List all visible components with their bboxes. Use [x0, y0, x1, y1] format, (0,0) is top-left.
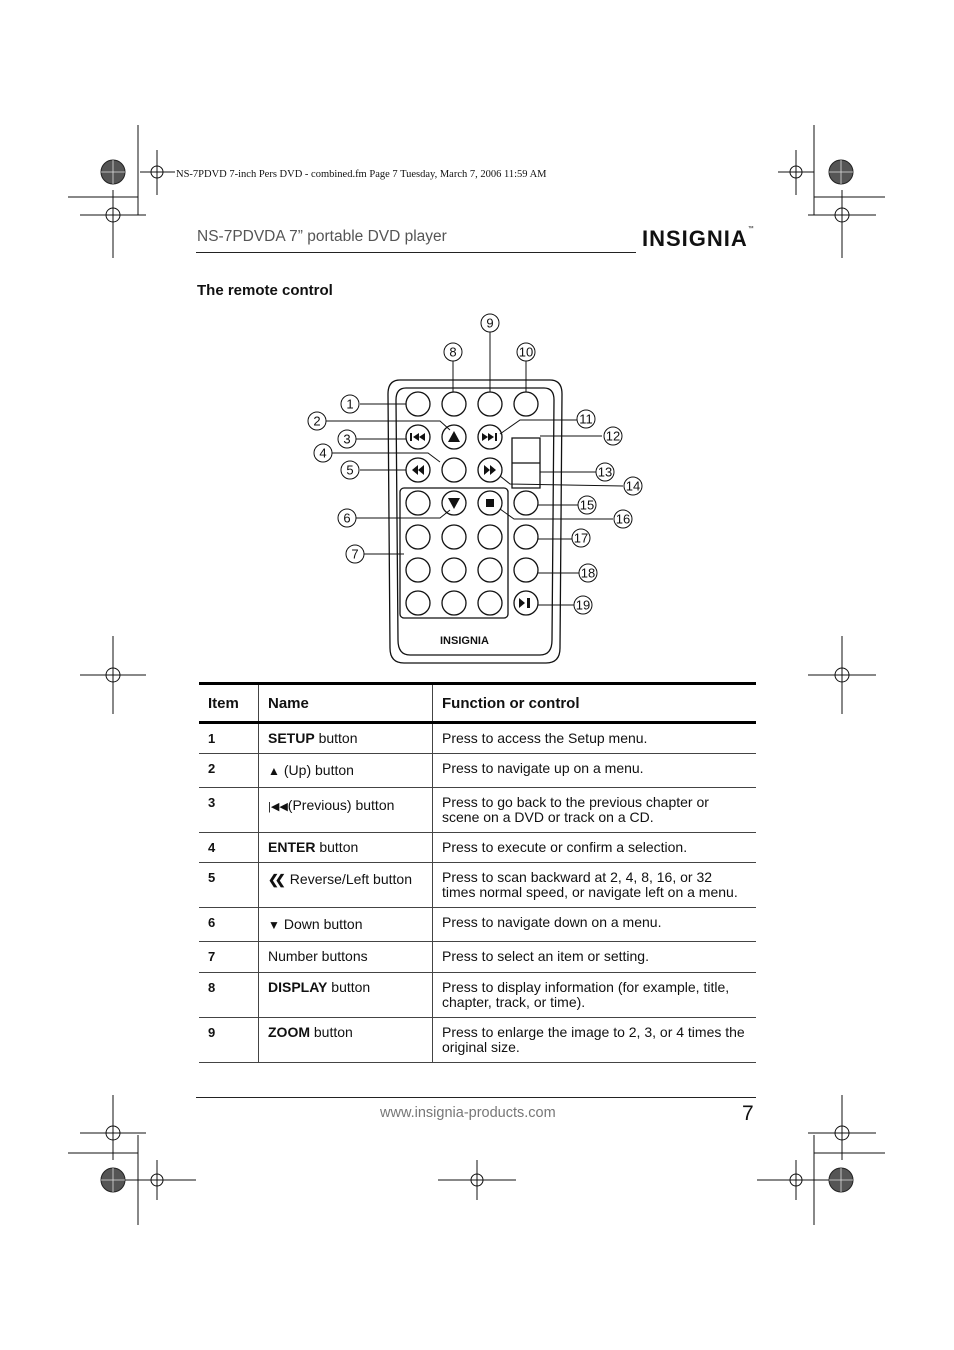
remote-brand-label: INSIGNIA: [440, 635, 489, 647]
print-slug: NS-7PDVD 7-inch Pers DVD - combined.fm Page 7 Tuesday, March 7, 2006 11:59 AM: [176, 169, 547, 180]
play-pause-button-shape: [514, 591, 538, 615]
col-header-function: Function or control: [433, 684, 757, 723]
table-row: [199, 973, 756, 1018]
setup-button-shape: [406, 392, 430, 416]
callout-label: 11: [579, 411, 593, 427]
callout-label: 17: [573, 530, 589, 546]
row-function: Press to execute or confirm a selection.: [433, 833, 757, 863]
display-button-shape: [442, 392, 466, 416]
callout-label: 1: [346, 396, 354, 412]
document-title: NS-7PDVDA 7” portable DVD player: [197, 228, 447, 245]
reverse-icon: ❮❮: [268, 872, 282, 887]
up-arrow-icon: ▲: [268, 764, 280, 778]
callout-label: 5: [346, 462, 354, 478]
callout-label: 8: [449, 344, 457, 360]
row-name: ZOOM button: [259, 1018, 433, 1063]
row-name: |◀◀(Previous) button: [259, 788, 433, 833]
row-name: Number buttons: [259, 942, 433, 973]
row-name: SETUP button: [259, 723, 433, 754]
row-item: 7: [199, 942, 259, 973]
callout-label: 16: [615, 511, 631, 527]
remote-control-diagram: [300, 300, 660, 670]
row-item: 4: [199, 833, 259, 863]
table-row: [199, 833, 756, 863]
row-name: ❮❮ Reverse/Left button: [259, 863, 433, 908]
row-function: Press to navigate up on a menu.: [433, 754, 757, 788]
callout-label: 3: [343, 431, 351, 447]
row-item: 3: [199, 788, 259, 833]
button-15-shape: [514, 491, 538, 515]
row-item: 8: [199, 973, 259, 1018]
row-function: Press to select an item or setting.: [433, 942, 757, 973]
table-row: [199, 863, 756, 908]
callout-label: 13: [597, 464, 613, 480]
section-title: The remote control: [197, 282, 333, 299]
row-function: Press to enlarge the image to 2, 3, or 4 times the original size.: [433, 1018, 757, 1063]
row-item: 1: [199, 723, 259, 754]
row-name: ▼ Down button: [259, 908, 433, 942]
row-name: DISPLAY button: [259, 973, 433, 1018]
page-number: 7: [742, 1102, 754, 1125]
col-header-item: Item: [199, 684, 259, 723]
col-header-name: Name: [259, 684, 433, 723]
row-name: ENTER button: [259, 833, 433, 863]
down-arrow-icon: ▼: [268, 918, 280, 932]
previous-icon: |◀◀: [268, 801, 288, 813]
button-10-shape: [514, 392, 538, 416]
row-item: 9: [199, 1018, 259, 1063]
callout-label: 6: [343, 510, 351, 526]
row-item: 6: [199, 908, 259, 942]
callout-label: 9: [486, 315, 494, 331]
row-function: Press to navigate down on a menu.: [433, 908, 757, 942]
table-row: [199, 723, 756, 754]
remote-buttons-table: [199, 682, 756, 1063]
table-header-row: [199, 684, 756, 723]
callout-label: 2: [313, 413, 321, 429]
button-18-shape: [514, 558, 538, 582]
table-row: [199, 942, 756, 973]
table-row: [199, 908, 756, 942]
header-rule: [196, 252, 636, 253]
row-function: Press to access the Setup menu.: [433, 723, 757, 754]
remote-body-outer: [388, 380, 562, 663]
row-function: Press to go back to the previous chapter or scene on a DVD or track on a CD.: [433, 788, 757, 833]
table-row: [199, 754, 756, 788]
table-row: [199, 1018, 756, 1063]
row-name: ▲ (Up) button: [259, 754, 433, 788]
enter-button-shape: [442, 458, 466, 482]
callout-label: 15: [579, 497, 595, 513]
callout-label: 14: [625, 478, 641, 494]
callout-label: 18: [580, 565, 596, 581]
row-item: 2: [199, 754, 259, 788]
footer-url: www.insignia-products.com: [380, 1105, 556, 1121]
callout-label: 7: [351, 546, 359, 562]
callout-label: 10: [518, 344, 534, 360]
footer-rule: [196, 1097, 756, 1098]
insignia-logo: INSIGNIA™: [642, 226, 754, 251]
zoom-button-shape: [478, 392, 502, 416]
button-17-shape: [514, 525, 538, 549]
table-row: [199, 788, 756, 833]
row-item: 5: [199, 863, 259, 908]
callout-label: 19: [575, 597, 591, 613]
row-function: Press to display information (for example, title, chapter, track, or time).: [433, 973, 757, 1018]
row-function: Press to scan backward at 2, 4, 8, 16, or 32 times normal speed, or navigate left on a menu.: [433, 863, 757, 908]
callout-label: 4: [319, 445, 327, 461]
callout-label: 12: [605, 428, 621, 444]
